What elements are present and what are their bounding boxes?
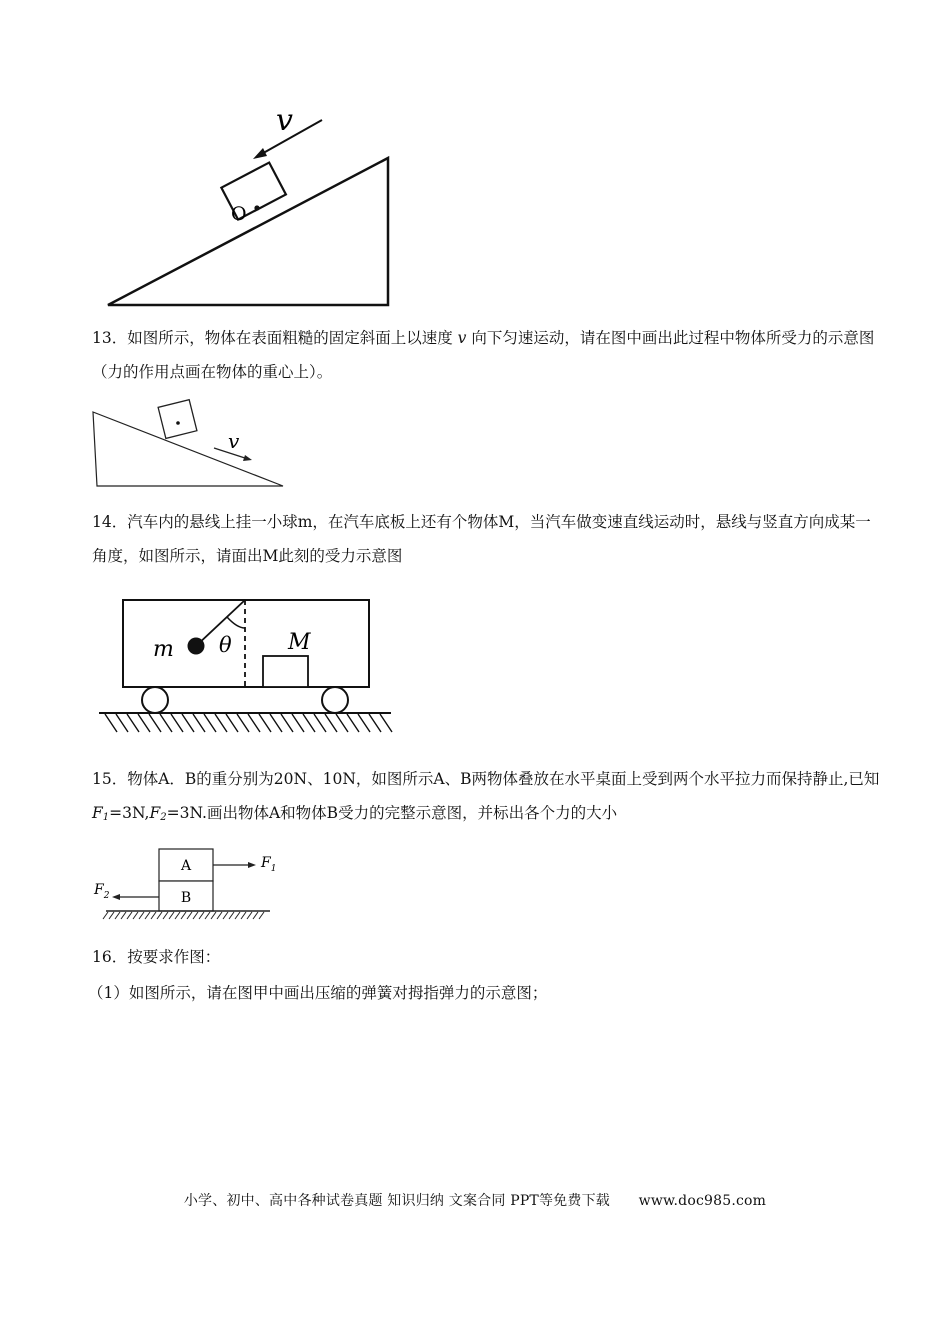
hatch-line [292,714,304,732]
block-label: M [288,630,311,655]
question-14: 14．汽车内的悬线上挂一小球m，在汽车底板上还有个物体M，当汽车做变速直线运动时，悬线与竖直方向成某一角度，如图所示，请面出M此刻的受力示意图 [92,513,871,565]
ball-m [188,638,205,655]
question-15: 15．物体A．B的重分别为20N、10N，如图所示A、B两物体叠放在水平桌面上受到两个水平拉力而保持静止,已知 $F_1=3N,F_2=3N$.画出物体A和物体B受力的完整示意图，并标出各个力的大小 [92,770,880,823]
figure-q13-incline [88,398,288,490]
hatch-line [193,912,198,919]
hatch-line [347,714,359,732]
hatch-line [215,714,227,732]
hatch-line [223,912,228,919]
figure-q15-blocks [90,845,280,925]
wheel-left [142,687,168,713]
velocity-label-q13: v [228,429,240,453]
hatch-line [314,714,326,732]
angle-arc [227,617,245,628]
hatch-line [369,714,381,732]
question-16-part-1: （1）如图所示，请在图甲中画出压缩的弹簧对拇指弹力的示意图； [88,984,548,1002]
angle-label: θ [219,633,232,657]
hatch-line [199,912,204,919]
hatch-line [182,714,194,732]
hatch-line [181,912,186,919]
question-16-title: 16．按要求作图： [92,948,221,966]
hatch-line [121,912,126,919]
question-13: 13．如图所示，物体在表面粗糙的固定斜面上以速度 v 向下匀速运动，请在图中画出此过程中物体所受力的示意图（力的作用点画在物体的重心上）。 [92,329,875,381]
block-q13-center [176,421,180,425]
hatch-line [205,912,210,919]
block-q13 [158,400,197,439]
hatch-line [325,714,337,732]
hatch-line [171,714,183,732]
hatch-line [235,912,240,919]
hatch-line [160,714,172,732]
force-f2-label: $F_2$ [94,882,110,901]
hatch-line [103,912,108,919]
hatch-line [247,912,252,919]
velocity-arrowhead-q13 [243,455,252,461]
table-hatching [103,912,264,919]
block-a-label: A [180,858,192,874]
figure-incline-top [100,100,400,312]
block-m [263,656,308,687]
hatch-line [169,912,174,919]
velocity-arrowhead [253,148,267,159]
hatch-line [248,714,260,732]
force-f1-label: $F_1$ [261,855,277,874]
velocity-label: v [276,103,293,138]
hatch-line [303,714,315,732]
block-b-label: B [180,890,192,906]
hatch-line [380,714,392,732]
hatch-line [358,714,370,732]
hatch-line [127,912,132,919]
force-f1-arrowhead [248,862,256,868]
center-label: O [231,203,247,225]
figure-q14-car [95,592,395,737]
hatch-line [163,912,168,919]
force-f2-arrowhead [112,894,120,900]
hatch-line [175,912,180,919]
hatch-line [157,912,162,919]
hatch-line [281,714,293,732]
ball-label: m [153,637,174,662]
hatch-line [217,912,222,919]
hatch-line [105,714,117,732]
hatch-line [151,912,156,919]
hatch-line [138,714,150,732]
hatch-line [116,714,128,732]
hatch-line [115,912,120,919]
footer-left-text: 小学、初中、高中各种试卷真题 知识归纳 文案合同 PPT等免费下载 [183,1193,610,1209]
hatch-line [133,912,138,919]
center-dot [254,205,259,210]
footer-url: www.doc985.com [638,1193,767,1209]
page-footer [0,1190,950,1210]
hatch-line [187,912,192,919]
hatch-line [145,912,150,919]
hatch-line [259,714,271,732]
hatch-line [109,912,114,919]
hatch-line [211,912,216,919]
hatch-line [149,714,161,732]
hatch-line [259,912,264,919]
hatch-line [127,714,139,732]
hatch-line [226,714,238,732]
hatch-line [193,714,205,732]
hatch-line [204,714,216,732]
ground-hatching [105,714,392,732]
wheel-right [322,687,348,713]
hatch-line [229,912,234,919]
hatch-line [253,912,258,919]
hatch-line [139,912,144,919]
hatch-line [241,912,246,919]
hatch-line [270,714,282,732]
hatch-line [336,714,348,732]
hatch-line [237,714,249,732]
